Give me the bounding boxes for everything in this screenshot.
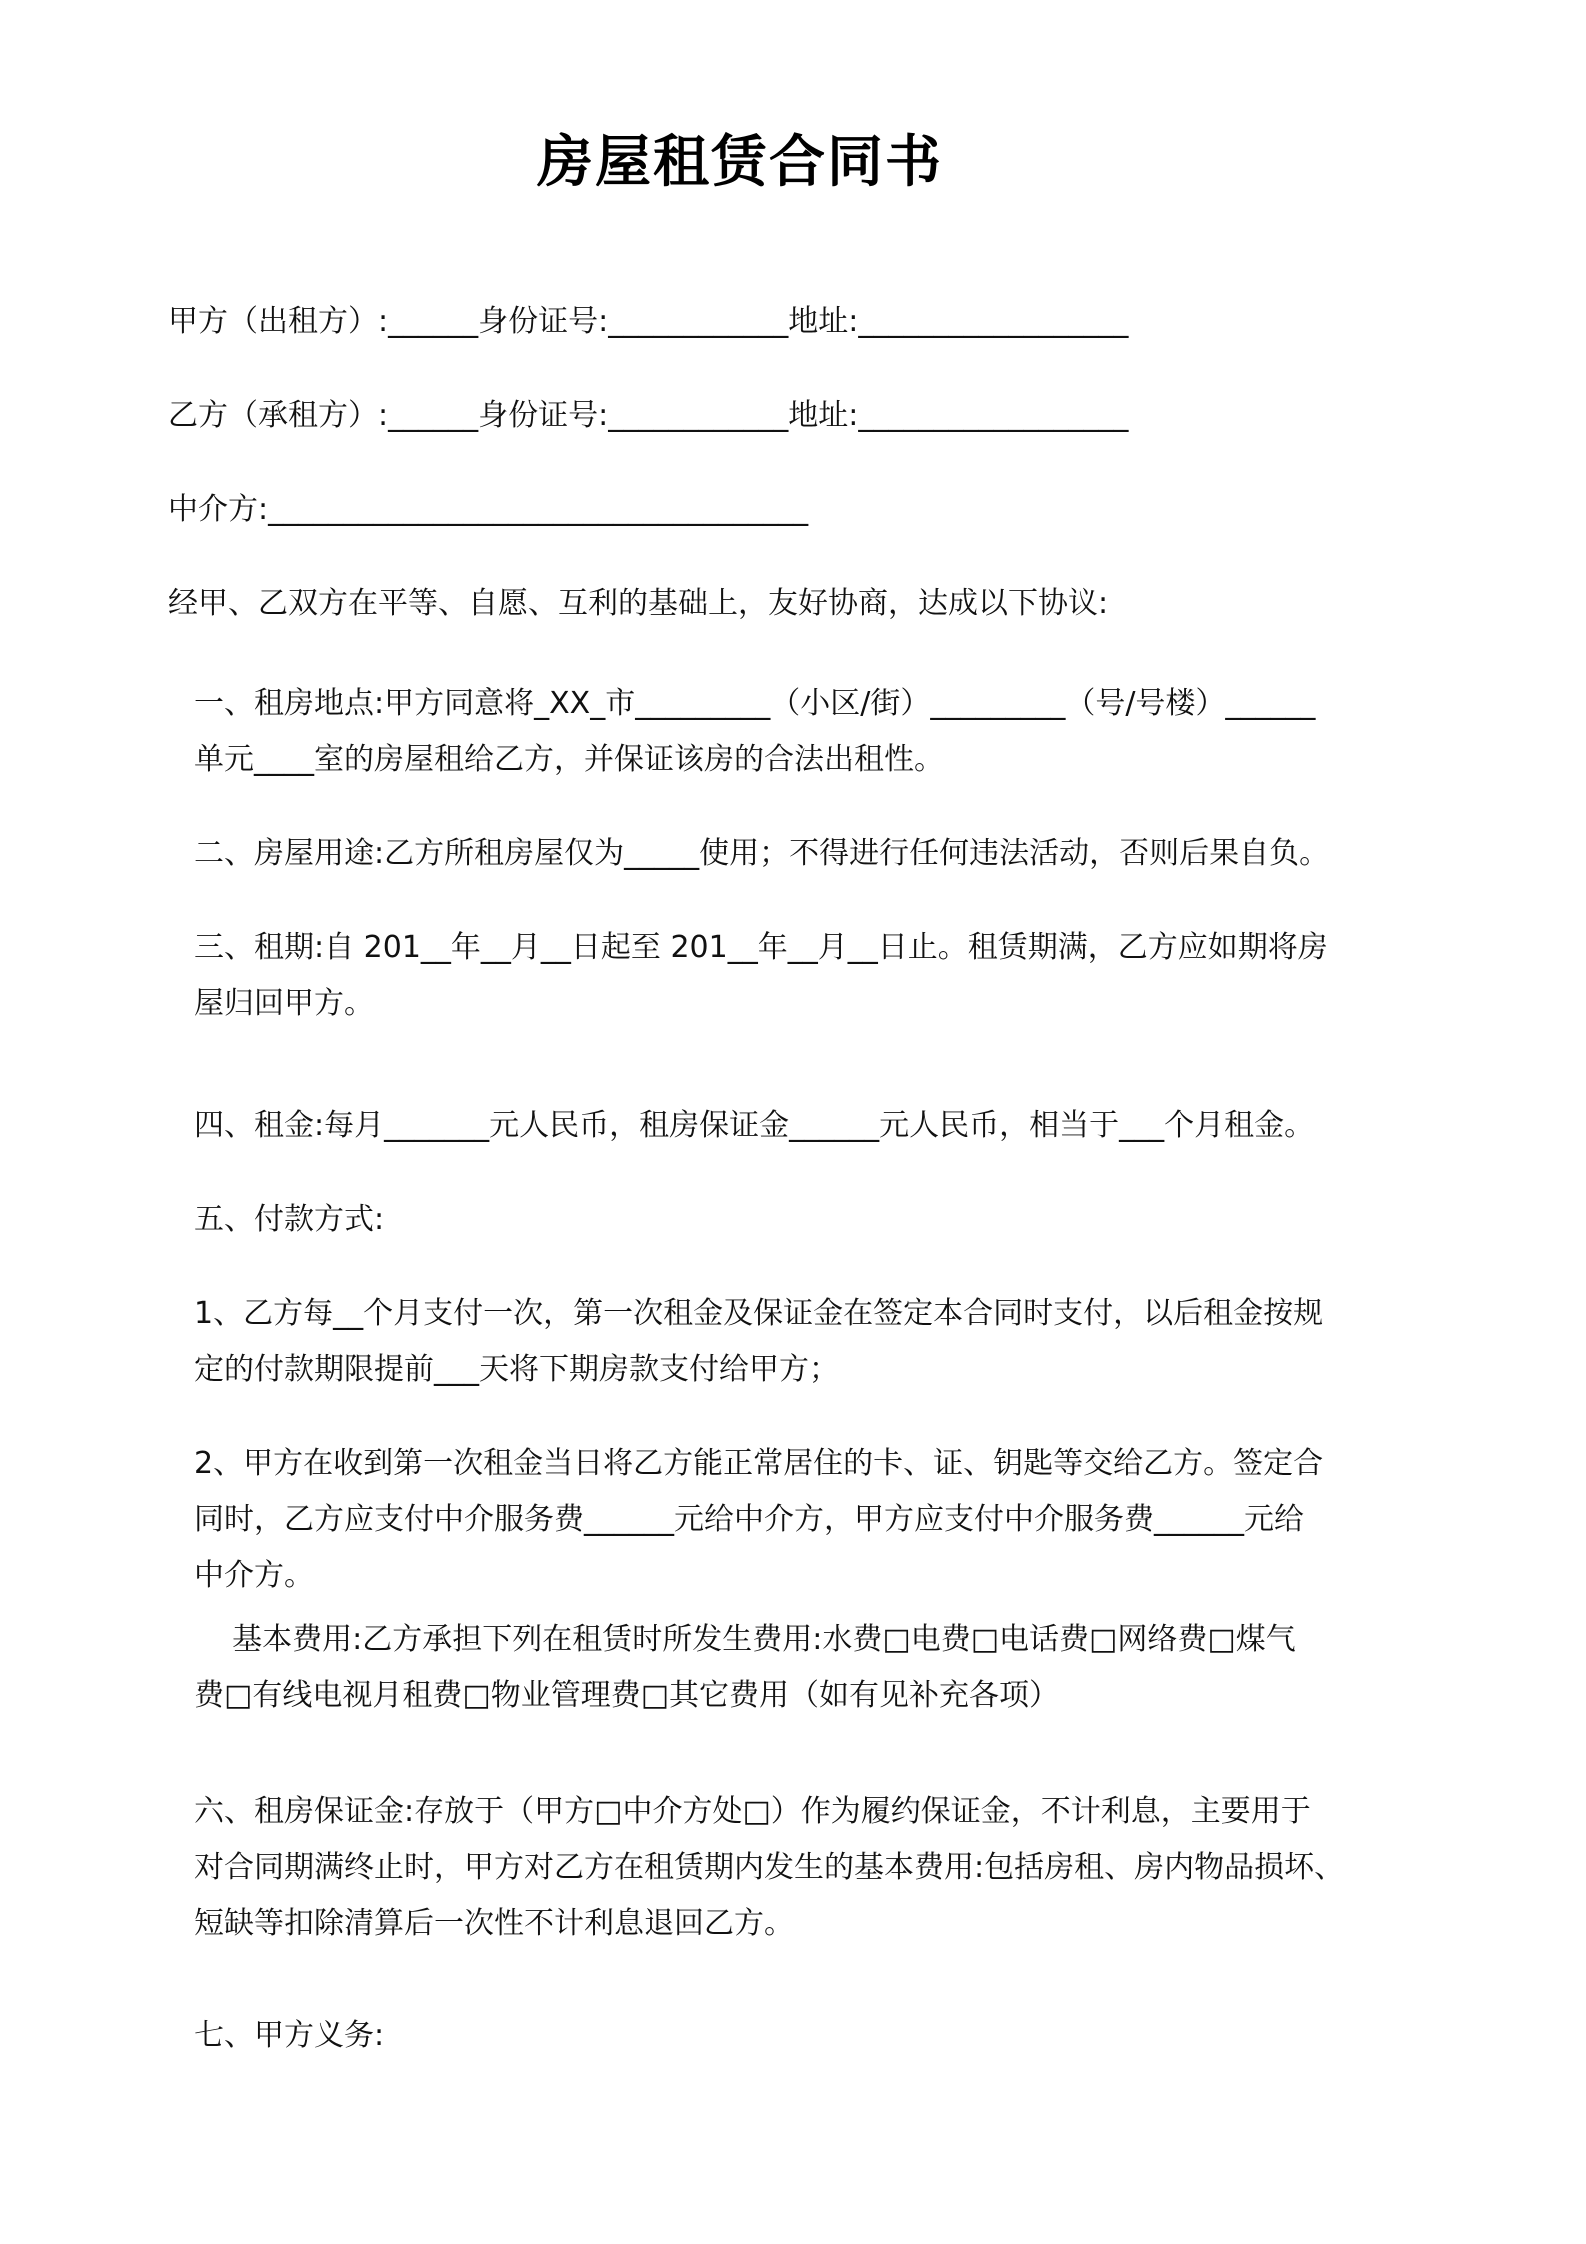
party-b-line: 乙方（承租方）:______身份证号:____________地址:__________________ [168,398,1129,433]
clause-7-heading: 七、甲方义务: [194,2018,385,2053]
payment-1-line-2: 定的付款期限提前___天将下期房款支付给甲方； [194,1352,839,1387]
clause-1-line-1: 一、租房地点:甲方同意将_XX_市_________（小区/街）_________（号/号楼）______ [194,686,1316,721]
clause-3-line-2: 屋归回甲方。 [194,986,374,1021]
intro-paragraph: 经甲、乙双方在平等、自愿、互利的基础上，友好协商，达成以下协议: [168,586,1109,621]
clause-6-line-1: 六、租房保证金:存放于（甲方□中介方处□）作为履约保证金，不计利息，主要用于 [194,1794,1311,1829]
basic-fees-line-1: 基本费用:乙方承担下列在租赁时所发生费用:水费□电费□电话费□网络费□煤气 [194,1622,1296,1657]
clause-4: 四、租金:每月_______元人民币，租房保证金______元人民币，相当于___个月租金。 [194,1108,1315,1143]
payment-2-line-1: 2、甲方在收到第一次租金当日将乙方能正常居住的卡、证、钥匙等交给乙方。签定合 [194,1446,1324,1481]
payment-2-line-3: 中介方。 [194,1558,314,1593]
clause-2: 二、房屋用途:乙方所租房屋仅为_____使用；不得进行任何违法活动，否则后果自负。 [194,836,1330,871]
page-title: 房屋租赁合同书 [537,130,943,195]
party-a-line: 甲方（出租方）:______身份证号:____________地址:__________________ [168,304,1129,339]
clause-1-line-2: 单元____室的房屋租给乙方，并保证该房的合法出租性。 [194,742,944,777]
payment-2-line-2: 同时，乙方应支付中介服务费______元给中介方，甲方应支付中介服务费______元给 [194,1502,1304,1537]
clause-3-line-1: 三、租期:自 201__年__月__日起至 201__年__月__日止。租赁期满，乙方应如期将房 [194,930,1328,965]
agent-line: 中介方:____________________________________ [168,492,809,527]
payment-1-line-1: 1、乙方每__个月支付一次，第一次租金及保证金在签定本合同时支付，以后租金按规 [194,1296,1324,1331]
clause-6-line-2: 对合同期满终止时，甲方对乙方在租赁期内发生的基本费用:包括房租、房内物品损坏、 [194,1850,1345,1885]
basic-fees-line-2: 费□有线电视月租费□物业管理费□其它费用（如有见补充各项） [194,1678,1060,1713]
clause-5-heading: 五、付款方式: [194,1202,385,1237]
clause-6-line-3: 短缺等扣除清算后一次性不计利息退回乙方。 [194,1906,794,1941]
